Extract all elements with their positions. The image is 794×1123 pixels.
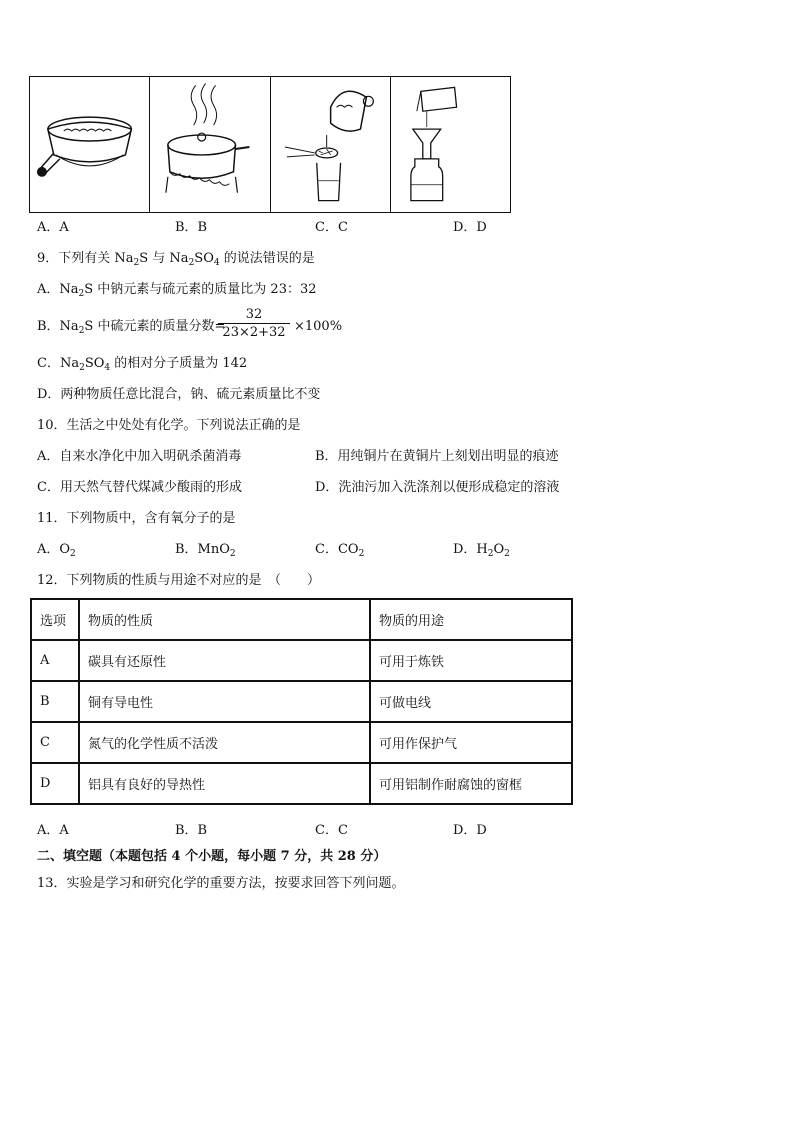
q8-option-c[interactable]: C．C bbox=[315, 220, 348, 235]
q12-option-b[interactable]: B．B bbox=[175, 823, 208, 838]
table-row bbox=[31, 763, 572, 804]
q10-option-c[interactable]: C．用天然气替代煤减少酸雨的形成 bbox=[37, 480, 242, 495]
pouring-into-funnel-bottle-image bbox=[391, 77, 510, 212]
table-cell: 铜有导电性 bbox=[79, 681, 370, 722]
table-row bbox=[31, 640, 572, 681]
table-cell: 碳具有还原性 bbox=[79, 640, 370, 681]
q8-image-strip bbox=[29, 76, 511, 213]
table-header-row bbox=[31, 599, 572, 640]
boiling-pot-image bbox=[150, 77, 270, 212]
q9-option-d[interactable]: D．两种物质任意比混合，钠、硫元素质量比不变 bbox=[37, 387, 321, 402]
q9-stem: 9．下列有关 $Na_2S$ 与 $Na_2SO_4$ 的说法错误的是 bbox=[37, 251, 315, 268]
table-cell: 可用于炼铁 bbox=[370, 640, 572, 681]
q11-option-a[interactable]: A．$O_2$ bbox=[37, 542, 76, 559]
table-cell: 可用铝制作耐腐蚀的窗框 bbox=[370, 763, 572, 804]
q10-option-b[interactable]: B．用纯铜片在黄铜片上刻划出明显的痕迹 bbox=[315, 449, 559, 464]
pan-with-solid-image bbox=[30, 77, 150, 212]
q10-option-a[interactable]: A．自来水净化中加入明矾杀菌消毒 bbox=[37, 449, 242, 464]
table-row bbox=[31, 722, 572, 763]
q12-stem: 12．下列物质的性质与用途不对应的是 （ ） bbox=[37, 573, 321, 588]
table-cell: A bbox=[31, 640, 79, 681]
q8-option-a[interactable]: A．A bbox=[37, 220, 69, 235]
table-cell: C bbox=[31, 722, 79, 763]
q11-stem: 11．下列物质中，含有氧分子的是 bbox=[37, 511, 236, 526]
table-header-cell: 物质的用途 bbox=[370, 599, 572, 640]
q11-option-b[interactable]: B．MnO$_2$ bbox=[175, 542, 236, 559]
q11-option-c[interactable]: C．$CO_2$ bbox=[315, 542, 365, 559]
table-header-cell: 物质的性质 bbox=[79, 599, 370, 640]
table-cell: 氮气的化学性质不活泼 bbox=[79, 722, 370, 763]
q8-option-d[interactable]: D．D bbox=[453, 220, 487, 235]
q9-percent: ×100% bbox=[294, 319, 343, 334]
q12-option-a[interactable]: A．A bbox=[37, 823, 69, 838]
filtration-image bbox=[271, 77, 391, 212]
table-cell: B bbox=[31, 681, 79, 722]
q8-option-b[interactable]: B．B bbox=[175, 220, 208, 235]
table-cell: 可用作保护气 bbox=[370, 722, 572, 763]
q9-fraction bbox=[216, 306, 292, 341]
q9-option-a[interactable]: A．$Na_2S$ 中钠元素与硫元素的质量比为 23：32 bbox=[37, 282, 317, 299]
table-cell: 可做电线 bbox=[370, 681, 572, 722]
q12-table bbox=[30, 598, 573, 805]
q12-option-c[interactable]: C．C bbox=[315, 823, 348, 838]
q13-stem: 13．实验是学习和研究化学的重要方法，按要求回答下列问题。 bbox=[37, 876, 405, 891]
table-row bbox=[31, 681, 572, 722]
q11-option-d[interactable]: D．$H_2O_2$ bbox=[453, 542, 510, 559]
table-cell: 铝具有良好的导热性 bbox=[79, 763, 370, 804]
q12-option-d[interactable]: D．D bbox=[453, 823, 487, 838]
fraction-numerator: 32 bbox=[245, 307, 263, 322]
q9-option-c[interactable]: C．$Na_2SO_4$ 的相对分子质量为 142 bbox=[37, 356, 248, 373]
table-header-cell: 选项 bbox=[31, 599, 79, 640]
q10-stem: 10．生活之中处处有化学。下列说法正确的是 bbox=[37, 418, 301, 433]
table-cell: D bbox=[31, 763, 79, 804]
fraction-denominator: 23×2+32 bbox=[222, 325, 286, 340]
q9-option-b[interactable]: B．$Na_2S$ 中硫元素的质量分数= bbox=[37, 319, 226, 336]
section-heading: 二、填空题（本题包括 4 个小题，每小题 7 分，共 28 分） bbox=[37, 849, 387, 864]
q10-option-d[interactable]: D．洗油污加入洗涤剂以便形成稳定的溶液 bbox=[315, 480, 560, 495]
